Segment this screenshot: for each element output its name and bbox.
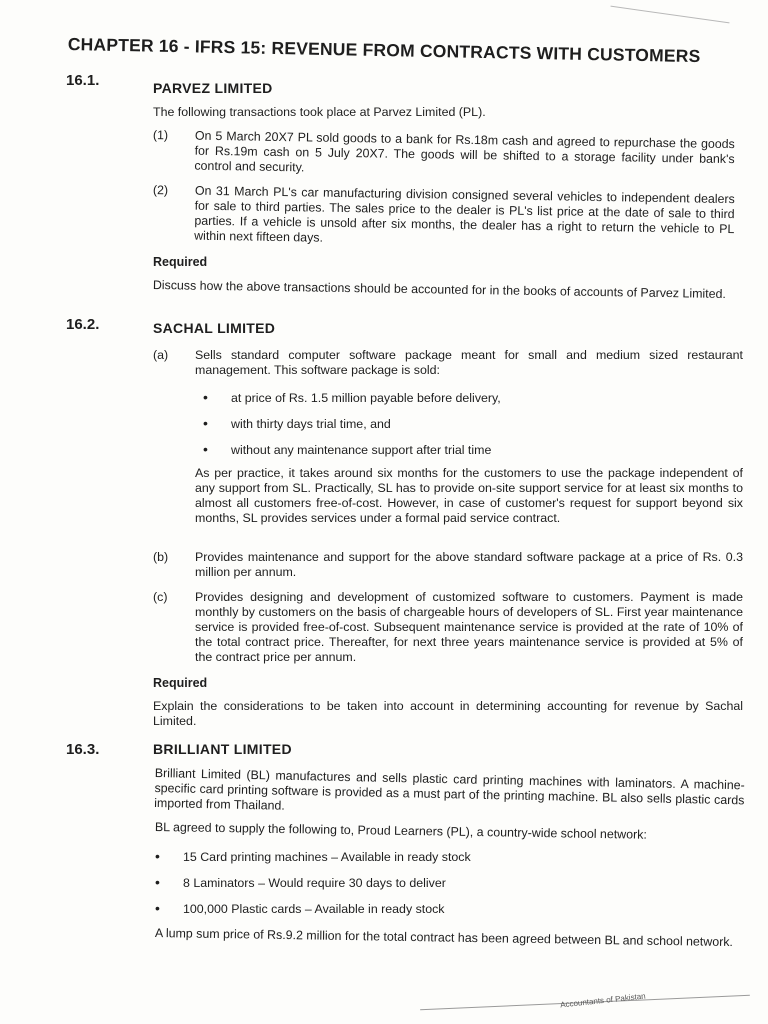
item-text: Provides maintenance and support for the above standard software package at a price of Rs. 0.3 million per annum. xyxy=(195,550,743,579)
q2-item-a-paragraph: As per practice, it takes around six months for the customers to use the package independent of any support from SL. Practically, SL has to provide on-site support service for at least six months to almost all customers free-of-cost. However, in case of customer's request for support beyond six months, SL provides services under a formal paid service contract. xyxy=(195,466,743,525)
q2-required-label: Required xyxy=(153,676,208,690)
q1-item-2 xyxy=(152,183,738,254)
bullet-text: at price of Rs. 1.5 million payable before delivery, xyxy=(231,391,501,405)
item-label: (b) xyxy=(153,550,169,564)
q1-required-text: Discuss how the above transactions should be accounted for in the books of accounts of Parvez Limited. xyxy=(152,278,726,301)
item-label: (2) xyxy=(152,183,169,198)
question-title-brilliant: BRILLIANT LIMITED xyxy=(153,741,292,757)
question-number-16-3: 16.3. xyxy=(66,741,100,758)
q2-bullet-2: • with thirty days trial time, and xyxy=(203,415,391,431)
q3-bullet-2: • 8 Laminators – Would require 30 days to deliver xyxy=(155,874,446,890)
q2-item-a xyxy=(153,348,743,380)
q2-item-c xyxy=(153,590,743,668)
question-title-parvez: PARVEZ LIMITED xyxy=(153,80,273,96)
bullet-text: 15 Card printing machines – Available in ready stock xyxy=(183,850,471,864)
question-title-sachal: SACHAL LIMITED xyxy=(153,320,276,336)
item-label: (1) xyxy=(152,128,169,143)
item-text: Provides designing and development of customized software to customers. Payment is made monthly by customers on the basis of chargeable hours of developers of SL. First year maintenance service is provided free-of-cost. Subsequent maintenance service is provided at the rate of 10% of the total contract price. Thereafter, for next three years maintenance service is provided at 5% of the contract price per annum. xyxy=(195,590,743,664)
q2-required-text: Explain the considerations to be taken into account in determining accounting for revenue by Sachal Limited. xyxy=(153,699,743,728)
q3-paragraph-3: A lump sum price of Rs.9.2 million for the total contract has been agreed between BL and school network. xyxy=(154,926,734,950)
q1-item-1 xyxy=(152,128,738,187)
item-text: On 5 March 20X7 PL sold goods to a bank for Rs.18m cash and agreed to repurchase the goods for Rs.19m cash on 5 July 20X7. The goods will be shifted to a storage facility under bank's control and security. xyxy=(194,128,735,175)
q2-bullet-1: • at price of Rs. 1.5 million payable before delivery, xyxy=(203,389,501,405)
q1-required-label: Required xyxy=(153,255,208,269)
item-text: Sells standard computer software package meant for small and medium sized restaurant management. This software package is sold: xyxy=(195,348,743,377)
chapter-title: CHAPTER 16 - IFRS 15: REVENUE FROM CONTRACTS WITH CUSTOMERS xyxy=(67,34,701,67)
q2-item-b xyxy=(153,550,743,582)
bullet-text: 100,000 Plastic cards – Available in ready stock xyxy=(183,902,445,916)
footer-text: Accountants of Pakistan xyxy=(559,991,647,1010)
top-rule xyxy=(611,6,730,24)
item-label: (a) xyxy=(153,348,169,362)
q3-paragraph-2: BL agreed to supply the following to, Proud Learners (PL), a country-wide school network: xyxy=(154,820,647,842)
bullet-text: with thirty days trial time, and xyxy=(231,417,391,431)
q3-bullet-1: • 15 Card printing machines – Available in ready stock xyxy=(155,848,471,864)
question-number-16-1: 16.1. xyxy=(66,72,100,89)
item-label: (c) xyxy=(153,590,168,604)
bullet-text: 8 Laminators – Would require 30 days to deliver xyxy=(183,876,446,890)
q3-paragraph-1: Brilliant Limited (BL) manufactures and sells plastic card printing machines with laminators. A machine-specific card printing software is provided as a must part of the printing machine. BL also sells plastic cards imported from Thailand. xyxy=(154,766,745,813)
bullet-text: without any maintenance support after trial time xyxy=(231,443,492,457)
item-text: On 31 March PL's car manufacturing division consigned several vehicles to independent dealers for sale to third parties. The sales price to the dealer is PL's list price at the date of sale to third parties. If a vehicle is unsold after six months, the dealer has a right to return the vehicle to PL within next fifteen days. xyxy=(194,183,735,245)
question-number-16-2: 16.2. xyxy=(66,316,100,333)
q3-bullet-3: • 100,000 Plastic cards – Available in ready stock xyxy=(155,900,445,916)
q2-bullet-3: • without any maintenance support after trial time xyxy=(203,441,492,457)
q1-intro: The following transactions took place at Parvez Limited (PL). xyxy=(153,105,486,119)
